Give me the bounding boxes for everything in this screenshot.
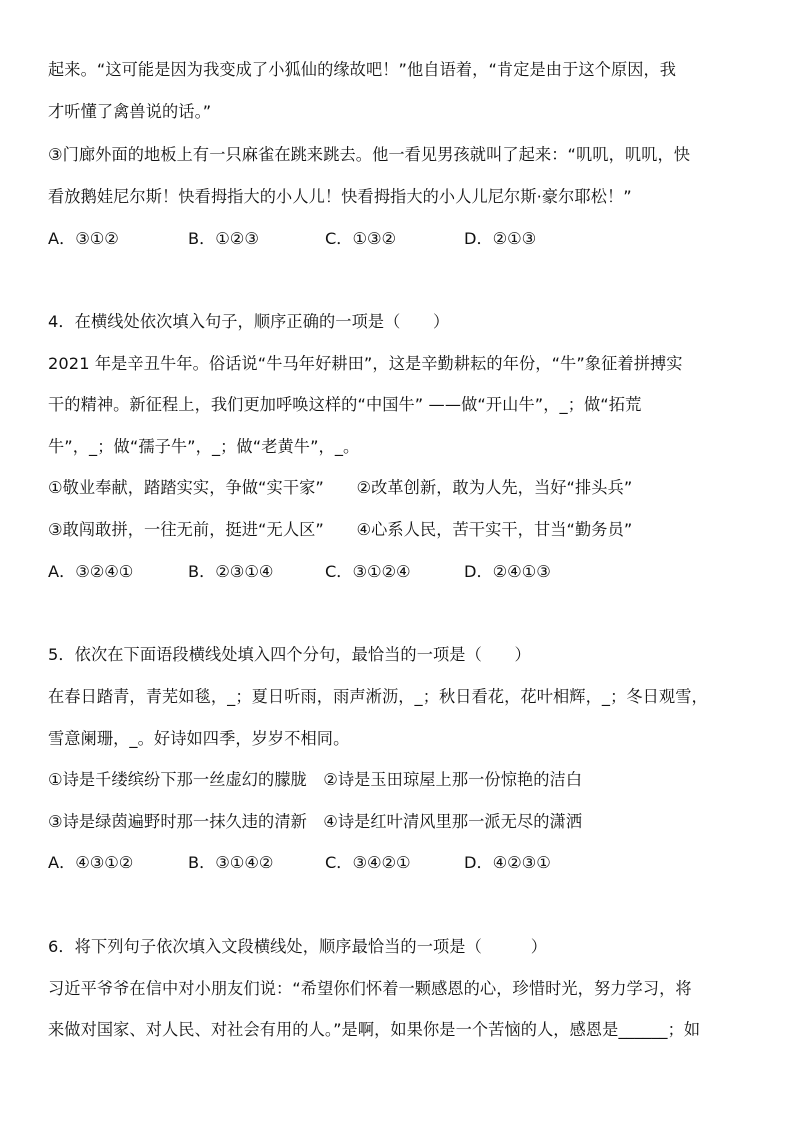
q3-option-a[interactable]: A．③①② — [48, 229, 119, 248]
q5-items-line-2: ③诗是绿茵遍野时那一抹久违的清新 ④诗是红叶清风里那一派无尽的潇洒 — [48, 812, 583, 831]
q3-text-line-3: ③门廊外面的地板上有一只麻雀在跳来跳去。他一看见男孩就叫了起来：“叽叽，叽叽，快 — [48, 145, 691, 164]
q4-items-line-2: ③敢闯敢拼，一往无前，挺进“无人区” ④心系人民，苦干实干，甘当“勤务员” — [48, 520, 633, 539]
q5-option-b[interactable]: B．③①④② — [188, 853, 274, 872]
q4-passage-line-1: 2021 年是辛丑牛年。俗话说“牛马年好耕田”，这是辛勤耕耘的年份，“牛”象征着拼搏实 — [48, 354, 683, 373]
q4-items-line-1: ①敬业奉献，踏踏实实，争做“实干家” ②改革创新，敢为人先，当好“排头兵” — [48, 478, 633, 497]
q3-text-line-2: 才听懂了禽兽说的话。” — [48, 102, 212, 121]
q4-stem: 4．在横线处依次填入句子，顺序正确的一项是（ ） — [48, 312, 450, 331]
q5-items-line-1: ①诗是千缕缤纷下那一丝虚幻的朦胧 ②诗是玉田琼屋上那一份惊艳的洁白 — [48, 770, 583, 789]
q5-stem: 5．依次在下面语段横线处填入四个分句，最恰当的一项是（ ） — [48, 645, 531, 664]
q3-text-line-4: 看放鹅娃尼尔斯！快看拇指大的小人儿！快看拇指大的小人儿尼尔斯·豪尔耶松！” — [48, 187, 632, 206]
q4-option-d[interactable]: D．②④①③ — [464, 562, 551, 581]
q4-passage-line-2: 干的精神。新征程上，我们更加呼唤这样的“中国牛” ——做“开山牛”，_；做“拓荒 — [48, 395, 642, 414]
q6-stem: 6．将下列句子依次填入文段横线处，顺序最恰当的一项是（ ） — [48, 937, 548, 956]
q5-option-d[interactable]: D．④②③① — [464, 853, 551, 872]
q3-text-line-1: 起来。“这可能是因为我变成了小狐仙的缘故吧！”他自语着，“肯定是由于这个原因，我 — [48, 60, 677, 79]
q6-passage-line-2: 来做对国家、对人民、对社会有用的人。”是啊，如果你是一个苦恼的人，感恩是______；如 — [48, 1020, 701, 1039]
q6-passage-line-1: 习近平爷爷在信中对小朋友们说：“希望你们怀着一颗感恩的心，珍惜时光，努力学习，将 — [48, 979, 692, 998]
q4-passage-line-3: 牛”，_；做“孺子牛”，_；做“老黄牛”，_。 — [48, 437, 360, 456]
q5-passage-line-1: 在春日踏青，青芜如毯，_；夏日听雨，雨声淅沥，_；秋日看花，花叶相辉，_；冬日观雪， — [48, 687, 708, 706]
q3-option-c[interactable]: C．①③② — [325, 229, 397, 248]
q5-option-a[interactable]: A．④③①② — [48, 853, 134, 872]
q4-option-b[interactable]: B．②③①④ — [188, 562, 274, 581]
q4-option-c[interactable]: C．③①②④ — [325, 562, 411, 581]
q5-passage-line-2: 雪意阑珊，_。好诗如四季，岁岁不相同。 — [48, 729, 350, 748]
q5-option-c[interactable]: C．③④②① — [325, 853, 411, 872]
q3-option-b[interactable]: B．①②③ — [188, 229, 259, 248]
q4-option-a[interactable]: A．③②④① — [48, 562, 134, 581]
q3-option-d[interactable]: D．②①③ — [464, 229, 537, 248]
